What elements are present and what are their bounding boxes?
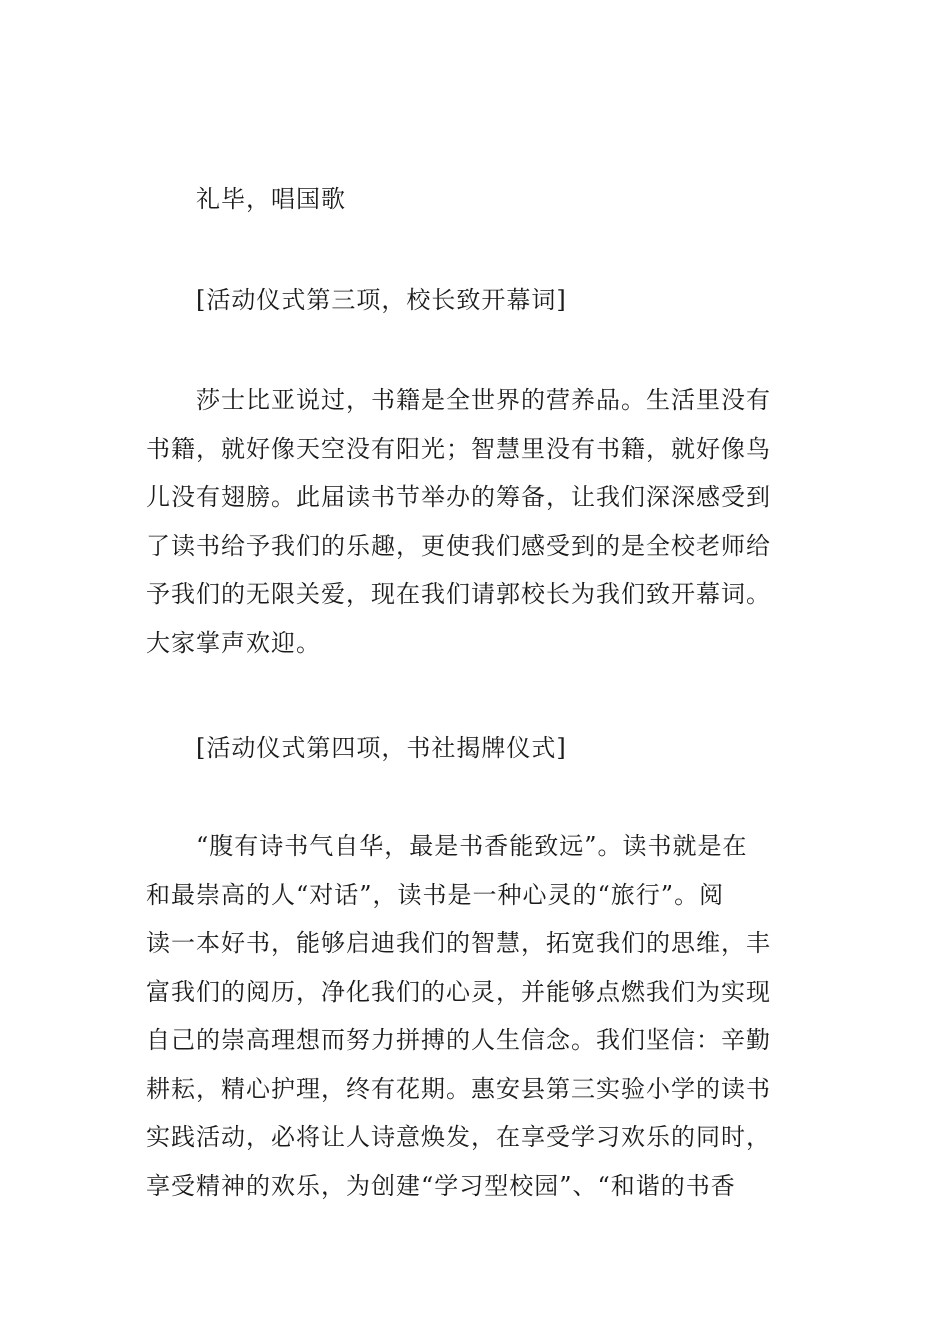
text-line: 予我们的无限关爱，现在我们请郭校长为我们致开幕词。 [146,580,771,608]
text-line: 了读书给予我们的乐趣，更使我们感受到的是全校老师给 [146,531,771,560]
text-line: 富我们的阅历，净化我们的心灵，并能够点燃我们为实现 [146,977,771,1006]
text-line: 享受精神的欢乐，为创建“学习型校园”、“和谐的书香 [146,1171,736,1200]
paragraph-reading-club [146,822,806,1210]
paragraph-principal-intro [146,376,806,667]
text-line: 和最崇高的人“对话”，读书是一种心灵的“旅行”。阅 [146,880,725,909]
section-heading-principal-speech: [活动仪式第三项，校长致开幕词] [196,286,567,314]
text-line: 莎士比亚说过，书籍是全世界的营养品。生活里没有 [196,386,771,414]
text-line: 儿没有翅膀。此届读书节举办的筹备，让我们深深感受到 [146,483,771,511]
text-line: 耕耘，精心护理，终有花期。惠安县第三实验小学的读书 [146,1074,771,1103]
text-line: “腹有诗书气自华，最是书香能致远”。读书就是在 [196,832,748,860]
text-line: 大家掌声欢迎。 [146,628,321,657]
paragraph-anthem: 礼毕，唱国歌 [196,185,346,213]
text-line: 实践活动，必将让人诗意焕发，在享受学习欢乐的同时， [146,1123,771,1151]
section-heading-unveiling: [活动仪式第四项，书社揭牌仪式] [196,734,567,762]
text-line: 自己的崇高理想而努力拼搏的人生信念。我们坚信：辛勤 [146,1026,771,1054]
text-line: 书籍，就好像天空没有阳光；智慧里没有书籍，就好像鸟 [146,434,771,463]
text-line: 读一本好书，能够启迪我们的智慧，拓宽我们的思维，丰 [146,929,771,957]
